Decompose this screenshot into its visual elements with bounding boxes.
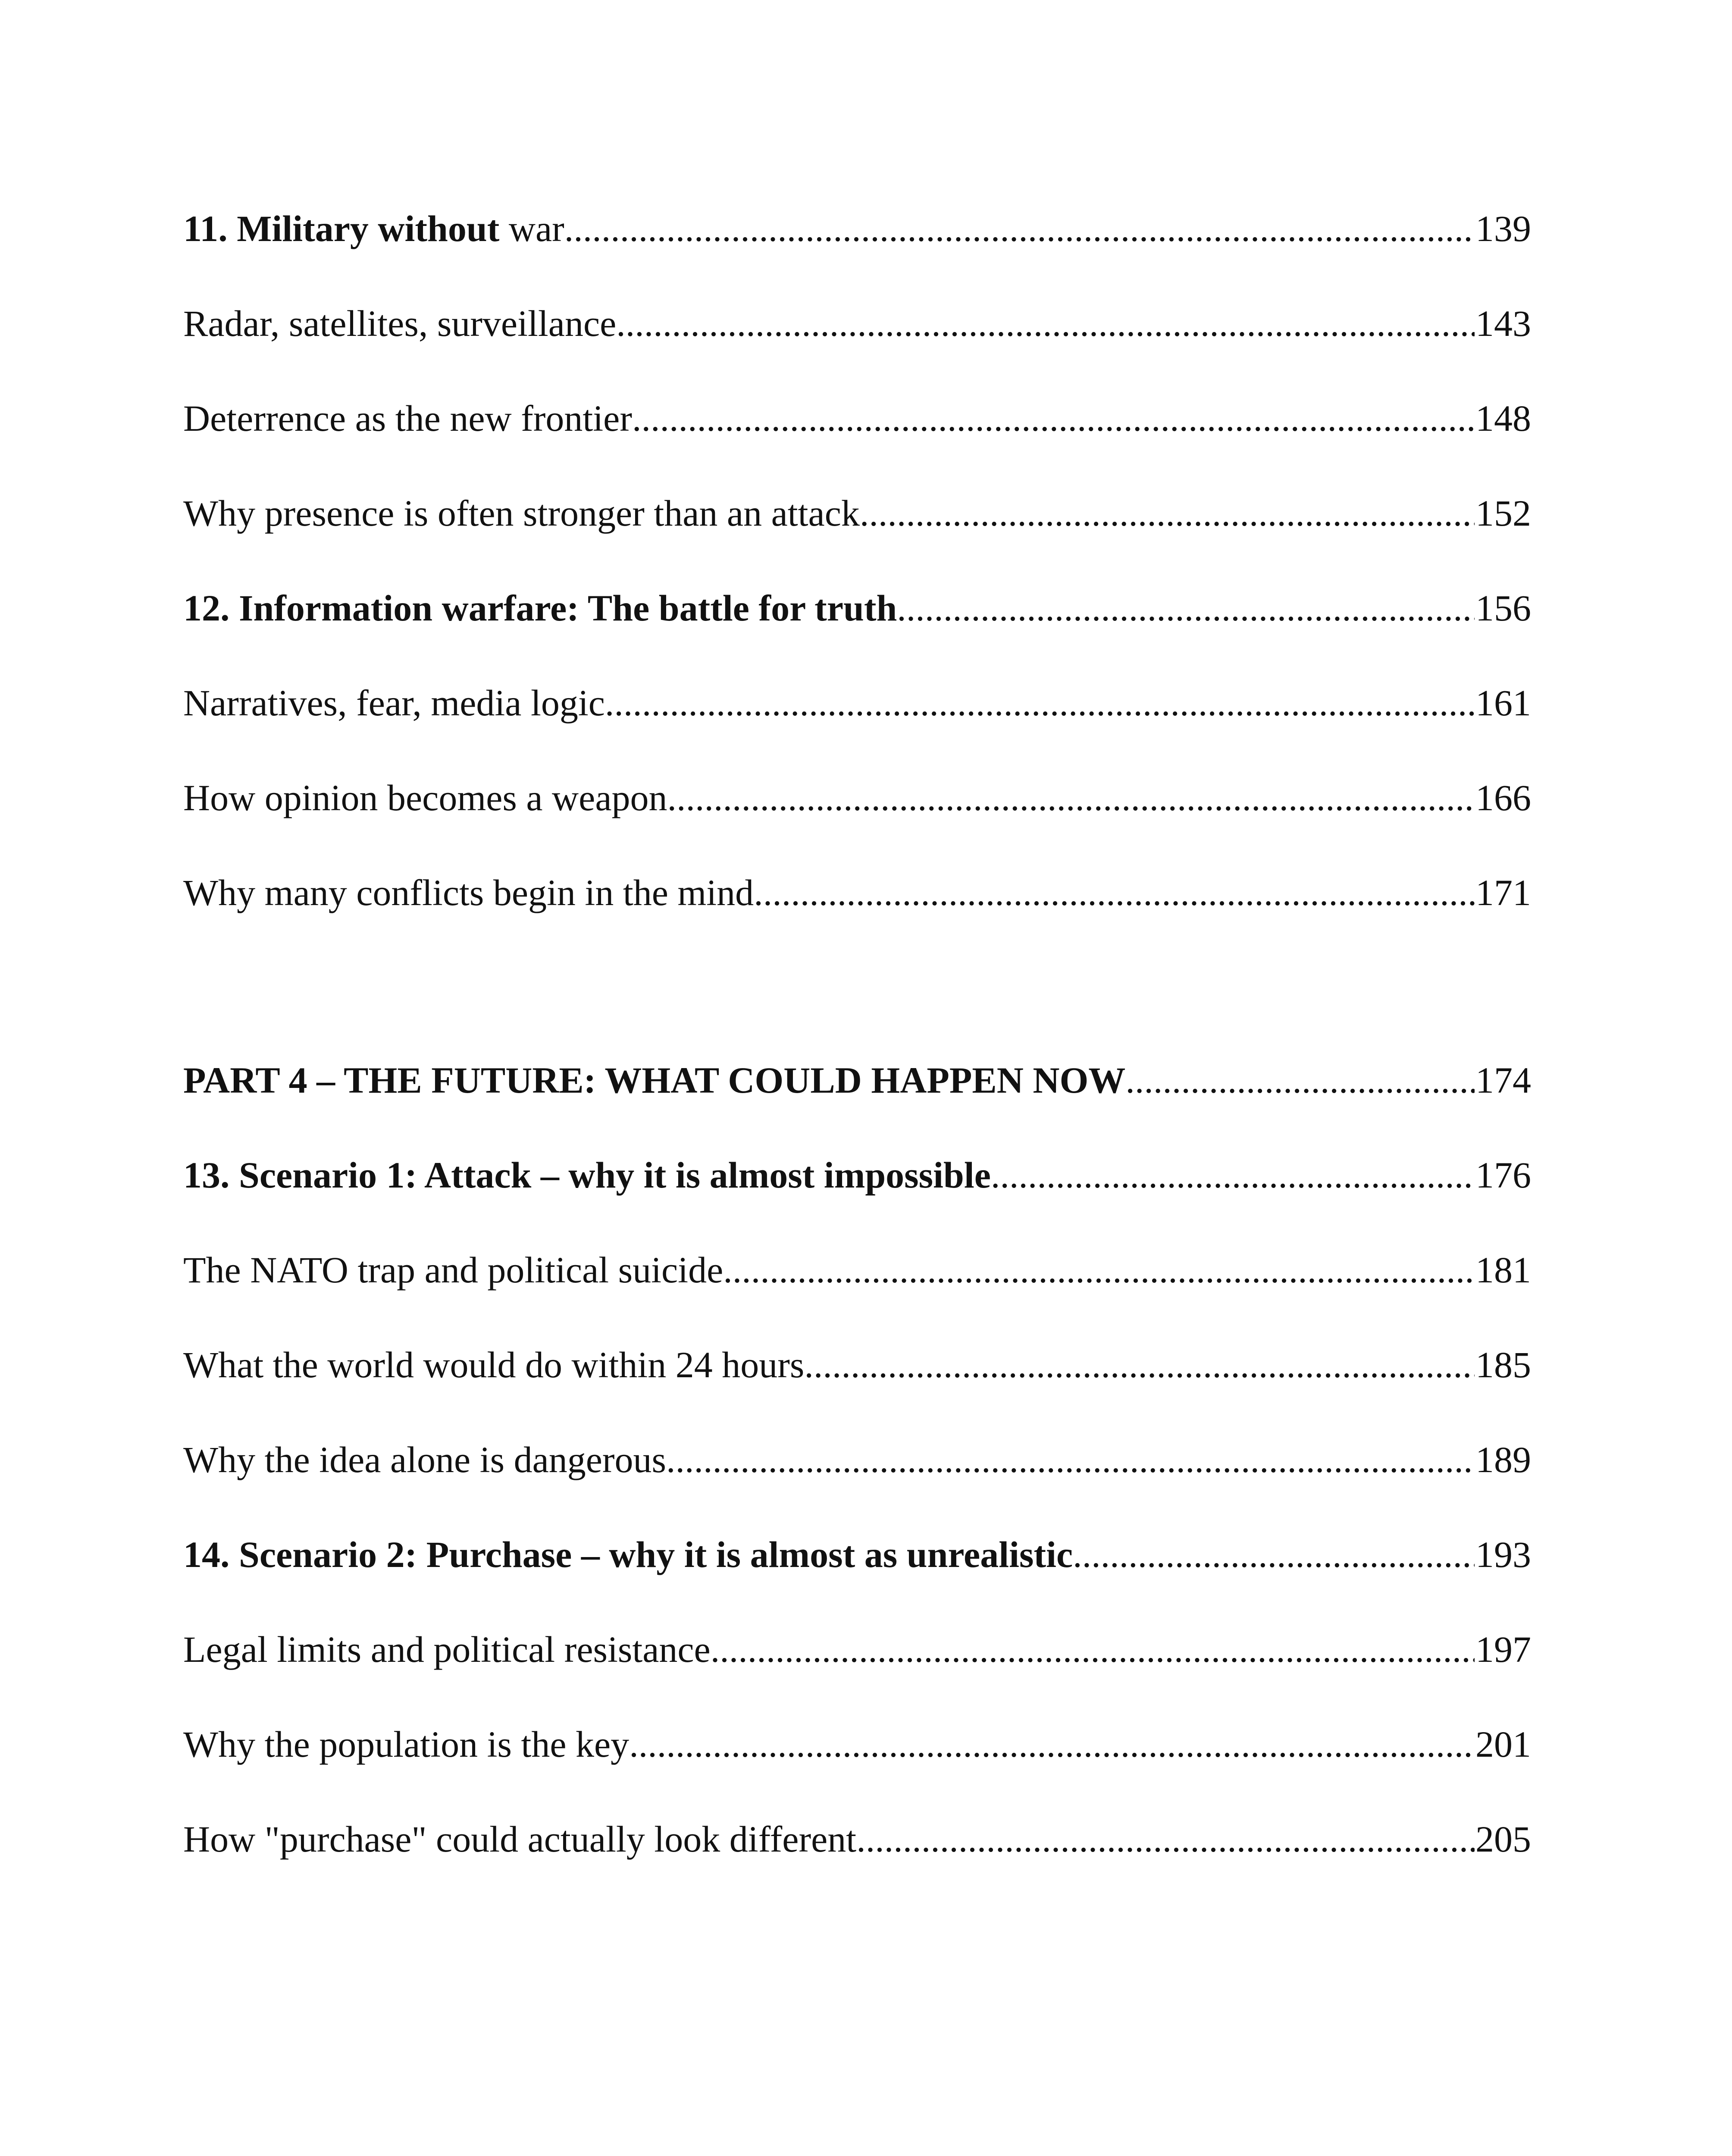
- table-of-contents: [183, 0, 1531, 2156]
- dot-leader: [804, 1339, 1475, 1391]
- toc-entry-title: [183, 1054, 1125, 1106]
- toc-entry-title: Why the population is the key: [183, 1724, 630, 1765]
- dot-leader: [723, 1244, 1475, 1296]
- dot-leader: [632, 392, 1475, 444]
- toc-entry-chapter-13[interactable]: [183, 1149, 1531, 1201]
- toc-entry-title: What the world would do within 24 hours: [183, 1344, 805, 1385]
- toc-page-number: 189: [1475, 1439, 1531, 1480]
- toc-entry-title: Narratives, fear, media logic: [183, 682, 605, 724]
- toc-entry-bold-title: 13. Scenario 1: Attack – why it is almost impossible: [183, 1154, 991, 1196]
- toc-page-number: 176: [1475, 1154, 1531, 1196]
- dot-leader: [564, 203, 1475, 254]
- toc-entry-title: [183, 203, 564, 254]
- toc-entry-nato-trap[interactable]: [183, 1244, 1531, 1296]
- toc-entry-title: Why the idea alone is dangerous: [183, 1439, 667, 1480]
- toc-entry-part-4[interactable]: [183, 1054, 1531, 1106]
- toc-entry-title: Deterrence as the new frontier: [183, 398, 632, 439]
- toc-entry-title: Legal limits and political resistance: [183, 1629, 711, 1670]
- toc-page-number: 193: [1475, 1534, 1531, 1575]
- toc-entry-world-24-hours[interactable]: [183, 1339, 1531, 1391]
- toc-entry-chapter-12[interactable]: [183, 582, 1531, 634]
- dot-leader: [754, 867, 1475, 918]
- dot-leader: [667, 772, 1475, 824]
- toc-entry-bold-title: 12. Information warfare: The battle for truth: [183, 587, 897, 629]
- toc-entry-chapter-14[interactable]: [183, 1529, 1531, 1580]
- dot-leader: [605, 677, 1475, 729]
- toc-entry-title: The NATO trap and political suicide: [183, 1249, 723, 1291]
- toc-page-number: 166: [1475, 777, 1531, 818]
- toc-entry-title: How opinion becomes a weapon: [183, 777, 667, 818]
- dot-leader: [1125, 1054, 1475, 1106]
- dot-leader: [856, 1813, 1475, 1865]
- dot-leader: [711, 1623, 1475, 1675]
- dot-leader: [629, 1718, 1475, 1770]
- dot-leader: [666, 1434, 1475, 1485]
- dot-leader: [991, 1149, 1475, 1201]
- toc-entry-title-rest: war: [499, 208, 564, 249]
- toc-entry-conflicts-mind[interactable]: [183, 867, 1531, 918]
- toc-entry-presence[interactable]: [183, 487, 1531, 539]
- toc-page-number: 174: [1475, 1059, 1531, 1101]
- toc-page-number: 171: [1475, 872, 1531, 913]
- toc-page-number: 185: [1475, 1344, 1531, 1385]
- toc-page-number: 148: [1475, 398, 1531, 439]
- toc-page-number: 205: [1475, 1818, 1531, 1860]
- toc-entry-idea-dangerous[interactable]: [183, 1434, 1531, 1485]
- dot-leader: [860, 487, 1475, 539]
- toc-page-number: 161: [1475, 682, 1531, 724]
- toc-page-number: 143: [1475, 303, 1531, 344]
- toc-entry-title: Why presence is often stronger than an attack: [183, 492, 860, 534]
- toc-entry-opinion-weapon[interactable]: [183, 772, 1531, 824]
- toc-entry-bold-title: 11. Military without: [183, 208, 500, 249]
- toc-page-number: 181: [1475, 1249, 1531, 1291]
- toc-entry-purchase-different[interactable]: [183, 1813, 1531, 1865]
- toc-entry-deterrence[interactable]: [183, 392, 1531, 444]
- toc-entry-bold-title: PART 4 – THE FUTURE: WHAT COULD HAPPEN NOW: [183, 1059, 1126, 1101]
- toc-entry-title: [183, 1529, 1073, 1580]
- toc-entry-title: Why many conflicts begin in the mind: [183, 872, 754, 913]
- toc-entry-title: [183, 1149, 991, 1201]
- toc-page-number: 139: [1475, 208, 1531, 249]
- dot-leader: [897, 582, 1475, 634]
- toc-entry-legal-limits[interactable]: [183, 1623, 1531, 1675]
- toc-entry-title: Radar, satellites, surveillance: [183, 303, 617, 344]
- toc-entry-title: How "purchase" could actually look different: [183, 1818, 857, 1860]
- toc-page-number: 201: [1475, 1724, 1531, 1765]
- toc-page-number: 156: [1475, 587, 1531, 629]
- toc-entry-bold-title: 14. Scenario 2: Purchase – why it is almost as unrealistic: [183, 1534, 1073, 1575]
- toc-entry-chapter-11[interactable]: [183, 203, 1531, 254]
- toc-page-number: 152: [1475, 492, 1531, 534]
- toc-entry-title: [183, 582, 897, 634]
- toc-entry-population-key[interactable]: [183, 1718, 1531, 1770]
- toc-entry-radar-satellites[interactable]: [183, 298, 1531, 349]
- toc-entry-narratives[interactable]: [183, 677, 1531, 729]
- toc-page-number: 197: [1475, 1629, 1531, 1670]
- dot-leader: [1073, 1529, 1475, 1580]
- dot-leader: [616, 298, 1475, 349]
